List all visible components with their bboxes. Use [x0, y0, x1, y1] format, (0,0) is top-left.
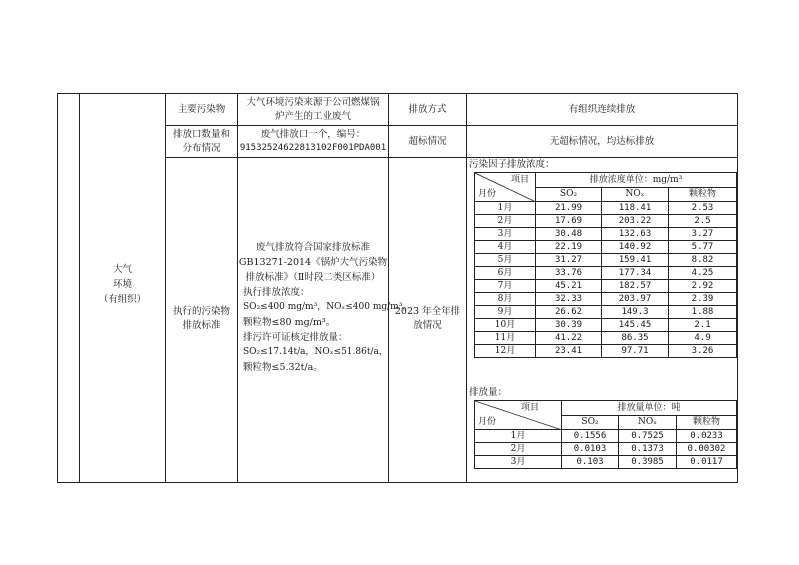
category-line3: （有组织） [98, 294, 147, 305]
table-row [475, 254, 737, 267]
table-row [475, 345, 737, 358]
so2-cell: 30.48 [536, 228, 602, 241]
pm-cell: 2.1 [669, 319, 737, 332]
emission-col-so2: SO₂ [562, 415, 619, 430]
concentration-col-nox: NOₓ [602, 187, 669, 202]
outlets-label-1: 排放口数量和 [172, 129, 230, 140]
nox-cell: 0.1373 [619, 443, 677, 456]
pm-cell: 0.00302 [677, 443, 737, 456]
so2-cell: 0.103 [562, 456, 619, 469]
table-row [475, 267, 737, 280]
month-cell: 1月 [475, 430, 562, 443]
emission-caption: 排放量： [469, 387, 508, 398]
outlets-label-2: 分布情况 [182, 143, 221, 154]
table-row [475, 306, 737, 319]
emission-col-pm: 颗粒物 [677, 415, 737, 430]
month-cell: 9月 [475, 306, 536, 319]
rule-bottom [57, 482, 738, 483]
nox-cell: 118.41 [602, 202, 669, 215]
outlets-value-1: 废气排放口一个，编号： [260, 129, 366, 140]
month-cell: 3月 [475, 456, 562, 469]
nox-cell: 149.3 [602, 306, 669, 319]
so2-cell: 21.99 [536, 202, 602, 215]
table-row [475, 202, 737, 215]
pm-cell: 3.26 [669, 345, 737, 358]
so2-cell: 22.19 [536, 241, 602, 254]
so2-cell: 0.1556 [562, 430, 619, 443]
nox-cell: 132.63 [602, 228, 669, 241]
standard-text-4: SO₂≤400 mg/m³，NOₓ≤400 mg/m³， [243, 302, 412, 312]
table-row [475, 241, 737, 254]
nox-cell: 0.7525 [619, 430, 677, 443]
so2-cell: 0.0103 [562, 443, 619, 456]
concentration-caption: 污染因子排放浓度： [469, 159, 555, 170]
pm-cell: 4.25 [669, 267, 737, 280]
rule-v0 [57, 93, 58, 483]
month-cell: 6月 [475, 267, 536, 280]
rule-v5 [466, 93, 467, 483]
so2-cell: 33.76 [536, 267, 602, 280]
pm-cell: 2.5 [669, 215, 737, 228]
emission-col-nox: NOₓ [619, 415, 677, 430]
annual-label-1: 2023 年全年排 [394, 306, 461, 317]
table-row [475, 332, 737, 345]
standard-text-8: 颗粒物≤5.32t/a。 [243, 362, 323, 373]
month-cell: 12月 [475, 345, 536, 358]
emission-corner [475, 401, 562, 430]
pm-cell: 4.9 [669, 332, 737, 345]
emission-table [474, 400, 737, 469]
pm-cell: 1.88 [669, 306, 737, 319]
outlets-value-2: 91532524622813102F001PDA001 [239, 143, 387, 153]
nox-cell: 159.41 [602, 254, 669, 267]
standard-text-6: 排污许可证核定排放量： [243, 332, 348, 343]
annual-label-2: 放情况 [413, 320, 442, 331]
nox-cell: 145.45 [602, 319, 669, 332]
month-cell: 2月 [475, 215, 536, 228]
rule-top [57, 93, 738, 94]
nox-cell: 86.35 [602, 332, 669, 345]
pm-cell: 0.0233 [677, 430, 737, 443]
exceed-value: 无超标情况，均达标排放 [549, 136, 655, 147]
pm-cell: 0.0117 [677, 456, 737, 469]
nox-cell: 177.34 [602, 267, 669, 280]
month-cell: 2月 [475, 443, 562, 456]
concentration-col-so2: SO₂ [536, 187, 602, 202]
pm-cell: 3.27 [669, 228, 737, 241]
standard-text-7: SO₂≤17.14t/a，NOₓ≤51.86t/a， [243, 347, 388, 357]
category-line1: 大气 [112, 264, 132, 275]
concentration-item-label: 项目 [510, 175, 529, 185]
discharge-method-value: 有组织连续排放 [568, 104, 636, 115]
pm-cell: 8.82 [669, 254, 737, 267]
so2-cell: 41.22 [536, 332, 602, 345]
category-line2: 环境 [112, 279, 132, 290]
rule-row2 [165, 157, 738, 158]
pm-cell: 2.39 [669, 293, 737, 306]
month-cell: 1月 [475, 202, 536, 215]
pm-cell: 2.92 [669, 280, 737, 293]
so2-cell: 17.69 [536, 215, 602, 228]
so2-cell: 26.62 [536, 306, 602, 319]
standard-text-5: 颗粒物≤80 mg/m³。 [243, 317, 336, 328]
emission-item-label: 项目 [520, 403, 539, 413]
concentration-table [474, 172, 737, 358]
month-cell: 3月 [475, 228, 536, 241]
standard-text-1: GB13271-2014《锅炉大气污染物 [238, 257, 388, 268]
rule-v6 [737, 93, 738, 483]
table-row [475, 228, 737, 241]
nox-cell: 203.22 [602, 215, 669, 228]
table-row [475, 456, 737, 469]
nox-cell: 182.57 [602, 280, 669, 293]
discharge-method-label: 排放方式 [408, 104, 447, 115]
so2-cell: 31.27 [536, 254, 602, 267]
so2-cell: 32.33 [536, 293, 602, 306]
standard-label-2: 排放标准 [182, 320, 221, 331]
month-cell: 11月 [475, 332, 536, 345]
month-cell: 8月 [475, 293, 536, 306]
nox-cell: 140.92 [602, 241, 669, 254]
standard-text-2: 排放标准》（Ⅱ时段二类区标准） [245, 272, 381, 283]
nox-cell: 0.3985 [619, 456, 677, 469]
month-cell: 10月 [475, 319, 536, 332]
month-cell: 5月 [475, 254, 536, 267]
standard-text-3: 执行排放浓度： [243, 287, 310, 298]
concentration-month-label: 月份 [478, 189, 497, 199]
main-pollutant-label: 主要污染物 [177, 104, 226, 115]
pm-cell: 2.53 [669, 202, 737, 215]
main-pollutant-value-2: 炉产生的工业废气 [274, 111, 351, 122]
nox-cell: 97.71 [602, 345, 669, 358]
exceed-label: 超标情况 [408, 136, 447, 147]
so2-cell: 30.39 [536, 319, 602, 332]
table-row [475, 280, 737, 293]
month-cell: 4月 [475, 241, 536, 254]
table-row [475, 443, 737, 456]
rule-v4 [388, 93, 389, 483]
table-row [475, 430, 737, 443]
main-pollutant-value-1: 大气环境污染来源于公司燃煤锅 [246, 97, 380, 108]
standard-label-1: 执行的污染物 [172, 306, 230, 317]
month-cell: 7月 [475, 280, 536, 293]
pm-cell: 5.77 [669, 241, 737, 254]
emission-month-label: 月份 [478, 417, 497, 427]
so2-cell: 23.41 [536, 345, 602, 358]
concentration-col-pm: 颗粒物 [669, 187, 737, 202]
nox-cell: 203.97 [602, 293, 669, 306]
table-row [475, 215, 737, 228]
standard-text-0: 废气排放符合国家排放标准 [255, 242, 370, 253]
concentration-unit-header: 排放浓度单位：mg/m³ [536, 173, 737, 188]
concentration-corner [475, 173, 536, 202]
table-row [475, 293, 737, 306]
emission-unit-header: 排放量单位：吨 [562, 401, 737, 416]
table-row [475, 319, 737, 332]
rule-row1 [165, 125, 738, 126]
so2-cell: 45.21 [536, 280, 602, 293]
